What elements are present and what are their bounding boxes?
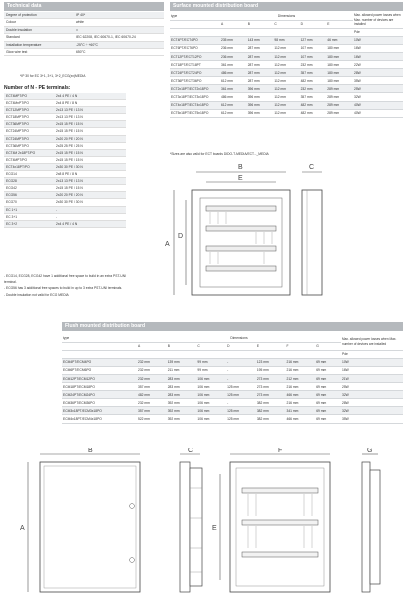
table-cell-type: ECM6PT/ECM6PO [62, 366, 137, 374]
technical-data-note: *IP 30 for EC 3+1, 3+1, 3+2_ECG(xx)MEDIA [20, 74, 86, 78]
table-cell: 28W [341, 399, 403, 407]
table-cell: 180 mm [326, 61, 353, 69]
table-cell: 289 mm [326, 93, 353, 101]
table-cell: 482 mm [300, 109, 327, 117]
table-cell: 466 mm [286, 415, 316, 423]
terminal-type: ECT4M 2x18PT/PO [6, 150, 36, 155]
dim-label-c: C [309, 164, 315, 171]
surface-table [170, 12, 403, 118]
table-cell-type: ECT4PT/ECT4PO [170, 36, 220, 44]
table-row [170, 93, 403, 101]
tech-row: Colour white [4, 19, 164, 26]
table-row [62, 358, 403, 366]
table-cell: 112 mm [273, 85, 299, 93]
table-cell: 361 mm [220, 85, 247, 93]
terminal-value: 2x4 4 PE / 4 N [56, 94, 78, 98]
flush-board-drawings [0, 448, 407, 598]
table-cell: 396 mm [247, 93, 274, 101]
table-cell: 273 mm [256, 374, 286, 382]
table-cell: 25W [341, 383, 403, 391]
terminal-value: 2x30 30 PE / 30 N [56, 164, 83, 169]
terminals-notes [4, 273, 136, 298]
table-cell: 396 mm [247, 85, 274, 93]
table-cell: 287 mm [247, 44, 274, 52]
terminal-type: ECG70 [6, 200, 17, 205]
table-cell: 106 mm [196, 399, 226, 407]
terminal-value: 2x20 20 PE / 20 N [56, 136, 83, 141]
dim-label-b-flush: B [88, 448, 93, 454]
table-cell: 289 mm [326, 85, 353, 93]
table-cell: 287 mm [247, 77, 274, 85]
table-cell: 40W [353, 101, 403, 109]
terminal-row [4, 136, 126, 143]
table-cell-type: ECM3x18PT/ECM3x18PO [62, 407, 137, 415]
table-cell: 69 mm [315, 358, 341, 366]
table-cell: 32W [341, 391, 403, 399]
table-cell-type: ECT12PT/ECT12PO [170, 52, 220, 60]
table-cell: 106 mm [196, 391, 226, 399]
table-row [170, 36, 403, 44]
table-cell: 212 mm [286, 374, 316, 382]
table-cell: 396 mm [247, 109, 274, 117]
table-cell: 273 mm [256, 383, 286, 391]
surface-letter-header: E [326, 20, 353, 28]
table-cell: 123 mm [256, 358, 286, 366]
table-cell: 69 mm [315, 366, 341, 374]
table-cell: 32W [341, 407, 403, 415]
table-cell: 69 mm [315, 399, 341, 407]
terminal-row [4, 164, 126, 171]
terminal-value: 2x4 8 PE / 8 N [56, 101, 78, 106]
terminal-row [4, 178, 126, 185]
table-row [170, 77, 403, 85]
terminal-row [4, 221, 126, 228]
terminal-value: 2x4 4 PE / 4 N [56, 221, 78, 226]
table-cell: 283 mm [167, 391, 197, 399]
table-cell: 40W [353, 109, 403, 117]
dim-label-e-flush: E [212, 525, 217, 532]
flush-letter-header: A [137, 342, 167, 350]
table-cell: 289 mm [326, 101, 353, 109]
table-cell: - [226, 399, 256, 407]
table-cell: 382 mm [256, 407, 286, 415]
table-cell: 482 mm [137, 391, 167, 399]
tech-row: Glow wire test 650°C [4, 49, 164, 56]
table-cell: 16W [341, 366, 403, 374]
table-row [62, 399, 403, 407]
terminal-value: 2x15 15 PE / 15 N [56, 129, 83, 134]
terminal-value: 2x25 25 PE / 25 N [56, 143, 83, 148]
table-row [170, 52, 403, 60]
terminal-row [4, 143, 126, 150]
terminal-row [4, 171, 126, 178]
dim-label-f: F [278, 448, 283, 454]
terminal-type: ECT4MPT/PO [6, 157, 28, 162]
table-row [62, 374, 403, 382]
table-cell: 112 mm [273, 77, 299, 85]
terminal-row [4, 157, 126, 164]
table-cell: 486 mm [220, 93, 247, 101]
surface-col-dimensions: Dimensions [220, 12, 353, 20]
surface-letter-header: C [273, 20, 299, 28]
terminal-row [4, 192, 126, 199]
technical-data-heading: Technical data [4, 2, 164, 11]
table-cell: 106 mm [196, 407, 226, 415]
table-cell: 482 mm [300, 77, 327, 85]
terminal-type: ECT12MPT/PO [6, 108, 29, 113]
table-cell: 466 mm [286, 391, 316, 399]
terminal-type: ECT24MPT/PO [6, 129, 29, 134]
table-cell: 107 mm [300, 52, 327, 60]
table-cell: 28W [353, 69, 403, 77]
flush-letter-header: G [315, 342, 341, 350]
terminal-row [4, 185, 126, 192]
table-cell: 486 mm [220, 69, 247, 77]
terminal-row [4, 150, 126, 157]
terminals-heading: Number of N - PE terminals: [4, 85, 71, 91]
table-cell: 216 mm [286, 358, 316, 366]
dim-label-c-flush: C [188, 448, 194, 454]
table-cell: 106 mm [196, 383, 226, 391]
flush-letter-header: D [226, 342, 256, 350]
table-cell: 35W [353, 77, 403, 85]
tech-row: Double insulation □ [4, 27, 164, 34]
table-cell: 35W [341, 415, 403, 423]
table-cell: 125 mm [226, 415, 256, 423]
table-cell: 112 mm [273, 52, 299, 60]
terminal-row [4, 107, 126, 114]
terminal-value: 2x13 13 PE / 13 N [56, 115, 83, 120]
table-cell: 112 mm [273, 101, 299, 109]
table-cell-type: ECT4x18PT/ECT4x18PO [170, 101, 220, 109]
table-cell: - [226, 374, 256, 382]
table-cell-type: ECT18PT/ECT18PT [170, 61, 220, 69]
table-cell: 106 mm [196, 374, 226, 382]
table-cell: 482 mm [300, 101, 327, 109]
table-cell: 106 mm [196, 415, 226, 423]
terminals-note: - ECG56 has 3 additional free spaces to build in up to 3 extra PST-UNI terminals. [4, 286, 123, 291]
terminal-row [4, 214, 126, 221]
table-cell-type: ECM18PT/ECM18PO [62, 383, 137, 391]
table-cell-type: ECT5x18PT/ECT5x18PO [170, 109, 220, 117]
table-cell: 16W [353, 44, 403, 52]
table-cell-type: ECT36PT/ECT36PO [170, 77, 220, 85]
surface-letter-header: A [220, 20, 247, 28]
surface-col-max: Max. allowed power losses when Max. number of devices are installed [353, 12, 403, 28]
flush-col-dimensions: Dimensions [137, 334, 341, 342]
terminal-type: ECT36MPT/PO [6, 143, 29, 148]
table-cell: 107 mm [300, 44, 327, 52]
flush-col-max: Max. allowed power losses when Max. number of devices are installed [341, 334, 403, 350]
table-cell-type: ECM36PT/ECM36PO [62, 399, 137, 407]
table-cell: 357 mm [300, 69, 327, 77]
table-row [62, 407, 403, 415]
surface-pde-header: Pde [353, 28, 403, 36]
table-cell: 612 mm [220, 101, 247, 109]
table-cell: 273 mm [256, 391, 286, 399]
table-cell: 22W [353, 61, 403, 69]
flush-letter-header: C [196, 342, 226, 350]
table-cell: 232 mm [137, 358, 167, 366]
table-cell-type: ECM4PT/ECM4PO [62, 358, 137, 366]
table-cell: 392 mm [167, 407, 197, 415]
flush-letter-header: E [256, 342, 286, 350]
terminal-value: 2x8 8 PE / 8 N [56, 172, 78, 177]
dim-label-e: E [238, 175, 243, 182]
table-cell: 46 mm [326, 36, 353, 44]
terminal-type: ECT4MnPT/PO [6, 101, 29, 106]
terminal-value: 2x30 30 PE / 30 N [56, 200, 83, 205]
flush-table [62, 334, 403, 424]
table-cell: - [226, 358, 256, 366]
table-cell: 69 mm [315, 383, 341, 391]
table-cell: 112 mm [273, 93, 299, 101]
terminals-table [4, 93, 126, 228]
table-cell: 69 mm [315, 374, 341, 382]
table-cell: 357 mm [300, 93, 327, 101]
table-cell: 21W [341, 374, 403, 382]
table-cell: 69 mm [315, 407, 341, 415]
table-cell: 125 mm [226, 391, 256, 399]
table-cell: 289 mm [326, 109, 353, 117]
table-row [62, 415, 403, 423]
table-cell: 139 mm [167, 358, 197, 366]
surface-letter-header: D [300, 20, 327, 28]
table-row [170, 44, 403, 52]
terminal-row [4, 128, 126, 135]
dim-label-b: B [238, 164, 243, 171]
terminals-note: - Double insulation not valid for ECG MEDIA [4, 292, 69, 297]
tech-row: Degree of protection IP 40* [4, 12, 164, 19]
table-cell: 612 mm [220, 109, 247, 117]
terminal-type: ECT4MPT/PO [6, 94, 28, 98]
table-cell-type: ECM4x18PT/ECM4x18PO [62, 415, 137, 423]
terminal-type: ECT18MPT/PO [6, 115, 29, 120]
table-cell-type: ECT2x18PT/ECT2x18PO [170, 85, 220, 93]
terminal-value: 2x15 15 PE / 15 N [56, 157, 83, 162]
terminal-type: ECG28 [6, 179, 17, 184]
surface-letter-header: B [247, 20, 274, 28]
table-cell: 392 mm [167, 415, 197, 423]
table-cell: 232 mm [137, 374, 167, 382]
table-row [170, 101, 403, 109]
table-cell: 180 mm [326, 52, 353, 60]
table-cell: 216 mm [286, 366, 316, 374]
terminal-value: 2x15 15 PE / 15 N [56, 150, 83, 155]
terminal-type: EC 1+1 [6, 207, 18, 212]
terminals-note: - ECG14, ECG28, ECG42 have 1 additional free space to build in an extra PST-UNI terminal. [4, 274, 127, 285]
surface-heading: Surface mounted distribution board [170, 2, 403, 11]
terminal-value: - [56, 214, 58, 219]
table-cell: 127 mm [300, 36, 327, 44]
terminal-value: - [56, 207, 58, 212]
terminal-value: 2x13 13 PE / 13 N [56, 108, 83, 113]
table-cell: 180 mm [326, 44, 353, 52]
table-cell: 357 mm [137, 383, 167, 391]
terminal-value: 2x20 20 PE / 20 N [56, 193, 83, 198]
table-cell: 216 mm [286, 399, 316, 407]
flush-pde-header: Pde [341, 350, 403, 358]
table-cell: 69 mm [315, 391, 341, 399]
surface-note: *Sizes are also valid for ECT boards DIDO-T-MEDIA/ECT..._MEDIA [170, 152, 269, 156]
flush-col-type: type [62, 334, 137, 342]
table-cell: 16W [353, 52, 403, 60]
table-cell: 287 mm [247, 61, 274, 69]
terminal-row [4, 207, 126, 214]
table-cell: 112 mm [273, 109, 299, 117]
table-cell: 99 mm [196, 358, 226, 366]
table-cell: 211 mm [167, 366, 197, 374]
surface-board-drawing [160, 160, 400, 305]
table-row [170, 109, 403, 117]
table-cell: 10W [341, 358, 403, 366]
table-cell: 99 mm [196, 366, 226, 374]
table-cell: 232 mm [300, 61, 327, 69]
table-cell: 283 mm [167, 374, 197, 382]
terminal-row [4, 121, 126, 128]
flush-letter-header: F [286, 342, 316, 350]
table-cell: 236 mm [220, 44, 247, 52]
terminal-type: ECG14 [6, 172, 17, 177]
terminal-value: 2x15 15 PE / 15 N [56, 186, 83, 191]
table-row [62, 391, 403, 399]
table-cell: 69 mm [315, 415, 341, 423]
table-cell: 341 mm [286, 407, 316, 415]
terminal-row [4, 114, 126, 121]
tech-row: Installation temperature -25°C ÷ +60°C [4, 42, 164, 49]
terminal-value: 2x13 13 PE / 13 N [56, 179, 83, 184]
table-cell: 283 mm [167, 383, 197, 391]
table-cell: 180 mm [326, 77, 353, 85]
table-cell: 25W [353, 85, 403, 93]
table-cell-type: ECM24PT/ECM24PO [62, 391, 137, 399]
dim-label-a: A [165, 241, 170, 248]
table-cell: 522 mm [137, 415, 167, 423]
table-cell: 232 mm [300, 85, 327, 93]
terminal-type: ECT24MPT/PO [6, 136, 29, 141]
table-cell: 396 mm [247, 101, 274, 109]
table-row [170, 61, 403, 69]
table-cell: 112 mm [273, 69, 299, 77]
table-cell: 32W [353, 93, 403, 101]
table-cell: 357 mm [137, 407, 167, 415]
terminal-type: EC 3+1 [6, 214, 18, 219]
table-row [62, 366, 403, 374]
dim-label-d: D [178, 233, 184, 240]
table-cell: 232 mm [137, 399, 167, 407]
tech-row: Standard IEC 62208, IEC 60670-1, IEC 60670-24 [4, 34, 164, 41]
table-cell: 287 mm [247, 52, 274, 60]
table-cell: 236 mm [220, 52, 247, 60]
table-cell: 10W [353, 36, 403, 44]
table-cell: 612 mm [220, 77, 247, 85]
terminal-row [4, 93, 126, 100]
table-cell: 195 mm [256, 366, 286, 374]
table-cell-type: ECM12PT/ECM12PO [62, 374, 137, 382]
terminal-type: EC 3+2 [6, 221, 18, 226]
table-cell: 143 mm [247, 36, 274, 44]
table-row [62, 383, 403, 391]
table-row [170, 69, 403, 77]
terminal-type: ECT4x18PT/PO [6, 164, 30, 169]
table-cell: 112 mm [273, 61, 299, 69]
table-cell: - [226, 366, 256, 374]
flush-letter-header: B [167, 342, 197, 350]
technical-data-table [4, 12, 164, 56]
table-cell-type: ECT24PT/ECT24PO [170, 69, 220, 77]
dim-label-g: G [367, 448, 373, 454]
terminal-row [4, 199, 126, 206]
dim-label-a-flush: A [20, 525, 25, 532]
terminal-row [4, 100, 126, 107]
terminal-value: 2x15 15 PE / 15 N [56, 122, 83, 127]
table-cell: 232 mm [137, 366, 167, 374]
terminal-type: ECG56 [6, 193, 17, 198]
table-cell: 216 mm [286, 383, 316, 391]
table-cell: 235 mm [220, 36, 247, 44]
table-cell-type: ECT6PT/ECT6PO [170, 44, 220, 52]
table-cell: 125 mm [226, 407, 256, 415]
table-cell: 125 mm [226, 383, 256, 391]
table-cell: 112 mm [273, 44, 299, 52]
table-cell: 287 mm [247, 69, 274, 77]
table-cell: 180 mm [326, 69, 353, 77]
table-cell: 98 mm [273, 36, 299, 44]
terminal-type: ECT36MPT/PO [6, 122, 29, 127]
table-cell: 382 mm [256, 415, 286, 423]
table-row [170, 85, 403, 93]
table-cell: 361 mm [220, 61, 247, 69]
table-cell: 382 mm [256, 399, 286, 407]
table-cell: 392 mm [167, 399, 197, 407]
table-cell-type: ECT3x18PT/ECT3x18PO [170, 93, 220, 101]
flush-heading: Flush mounted distribution board [62, 322, 403, 331]
terminal-type: ECG42 [6, 186, 17, 191]
surface-col-type: type [170, 12, 220, 20]
